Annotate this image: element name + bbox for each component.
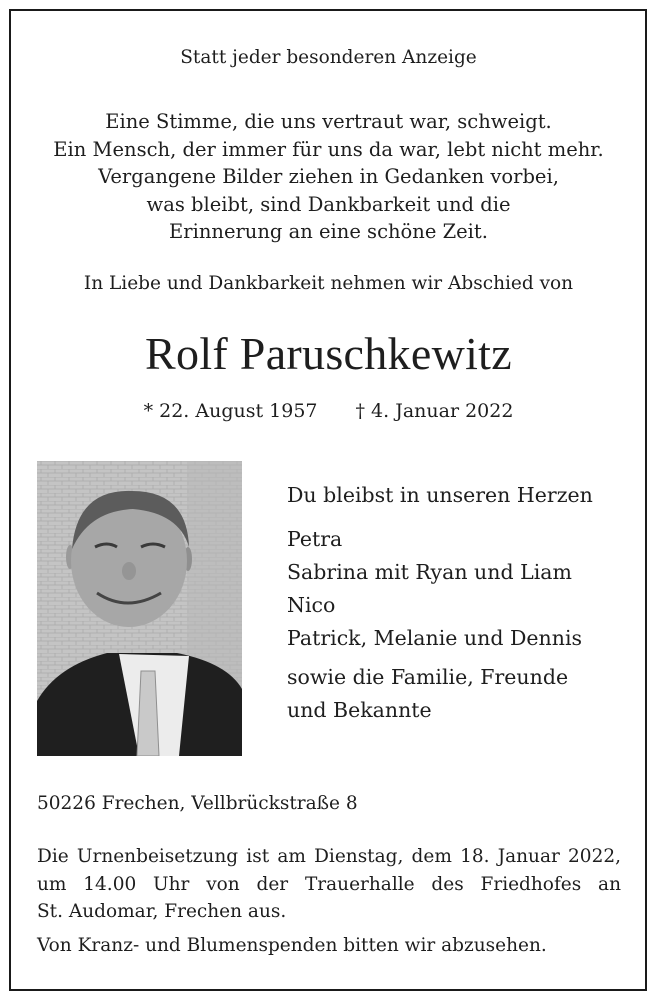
burial-line: um 14.00 Uhr von der Trauerhalle des Friedhofes an	[37, 873, 621, 895]
portrait-photo	[37, 461, 242, 756]
life-dates	[0, 400, 657, 422]
poem-line: was bleibt, sind Dankbarkeit und die	[146, 192, 511, 216]
family-member: Patrick, Melanie und Dennis	[287, 626, 583, 650]
family-member: Petra	[287, 527, 343, 551]
deceased-name: Rolf Paruschkewitz	[145, 328, 512, 379]
mourning-address: 50226 Frechen, Vellbrückstraße 8	[37, 793, 358, 814]
death-date: † 4. Januar 2022	[355, 400, 514, 422]
family-block	[287, 483, 593, 727]
notice-header: Statt jeder besonderen Anzeige	[180, 47, 477, 68]
family-member: Sabrina mit Ryan und Liam	[287, 560, 572, 584]
poem	[0, 108, 657, 246]
farewell-intro: In Liebe und Dankbarkeit nehmen wir Abschied von	[83, 273, 574, 294]
poem-line: Eine Stimme, die uns vertraut war, schweigt.	[105, 110, 552, 133]
extended-family-line: sowie die Familie, Freunde	[287, 665, 569, 689]
closing-note: Von Kranz- und Blumenspenden bitten wir abzusehen.	[37, 935, 547, 956]
burial-line: St. Audomar, Frechen aus.	[37, 901, 287, 922]
birth-date: * 22. August 1957	[143, 400, 318, 422]
burial-line: Die Urnenbeisetzung ist am Dienstag, dem 18. Januar 2022,	[37, 846, 621, 867]
extended-family	[287, 661, 593, 727]
poem-line: Erinnerung an eine schöne Zeit.	[169, 220, 488, 243]
poem-line: Vergangene Bilder ziehen in Gedanken vorbei,	[98, 165, 559, 188]
extended-family-line: und Bekannte	[287, 698, 432, 722]
burial-info	[37, 843, 621, 926]
family-member: Nico	[287, 593, 336, 617]
poem-line: Ein Mensch, der immer für uns da war, lebt nicht mehr.	[53, 137, 604, 161]
motto: Du bleibst in unseren Herzen	[287, 483, 593, 507]
